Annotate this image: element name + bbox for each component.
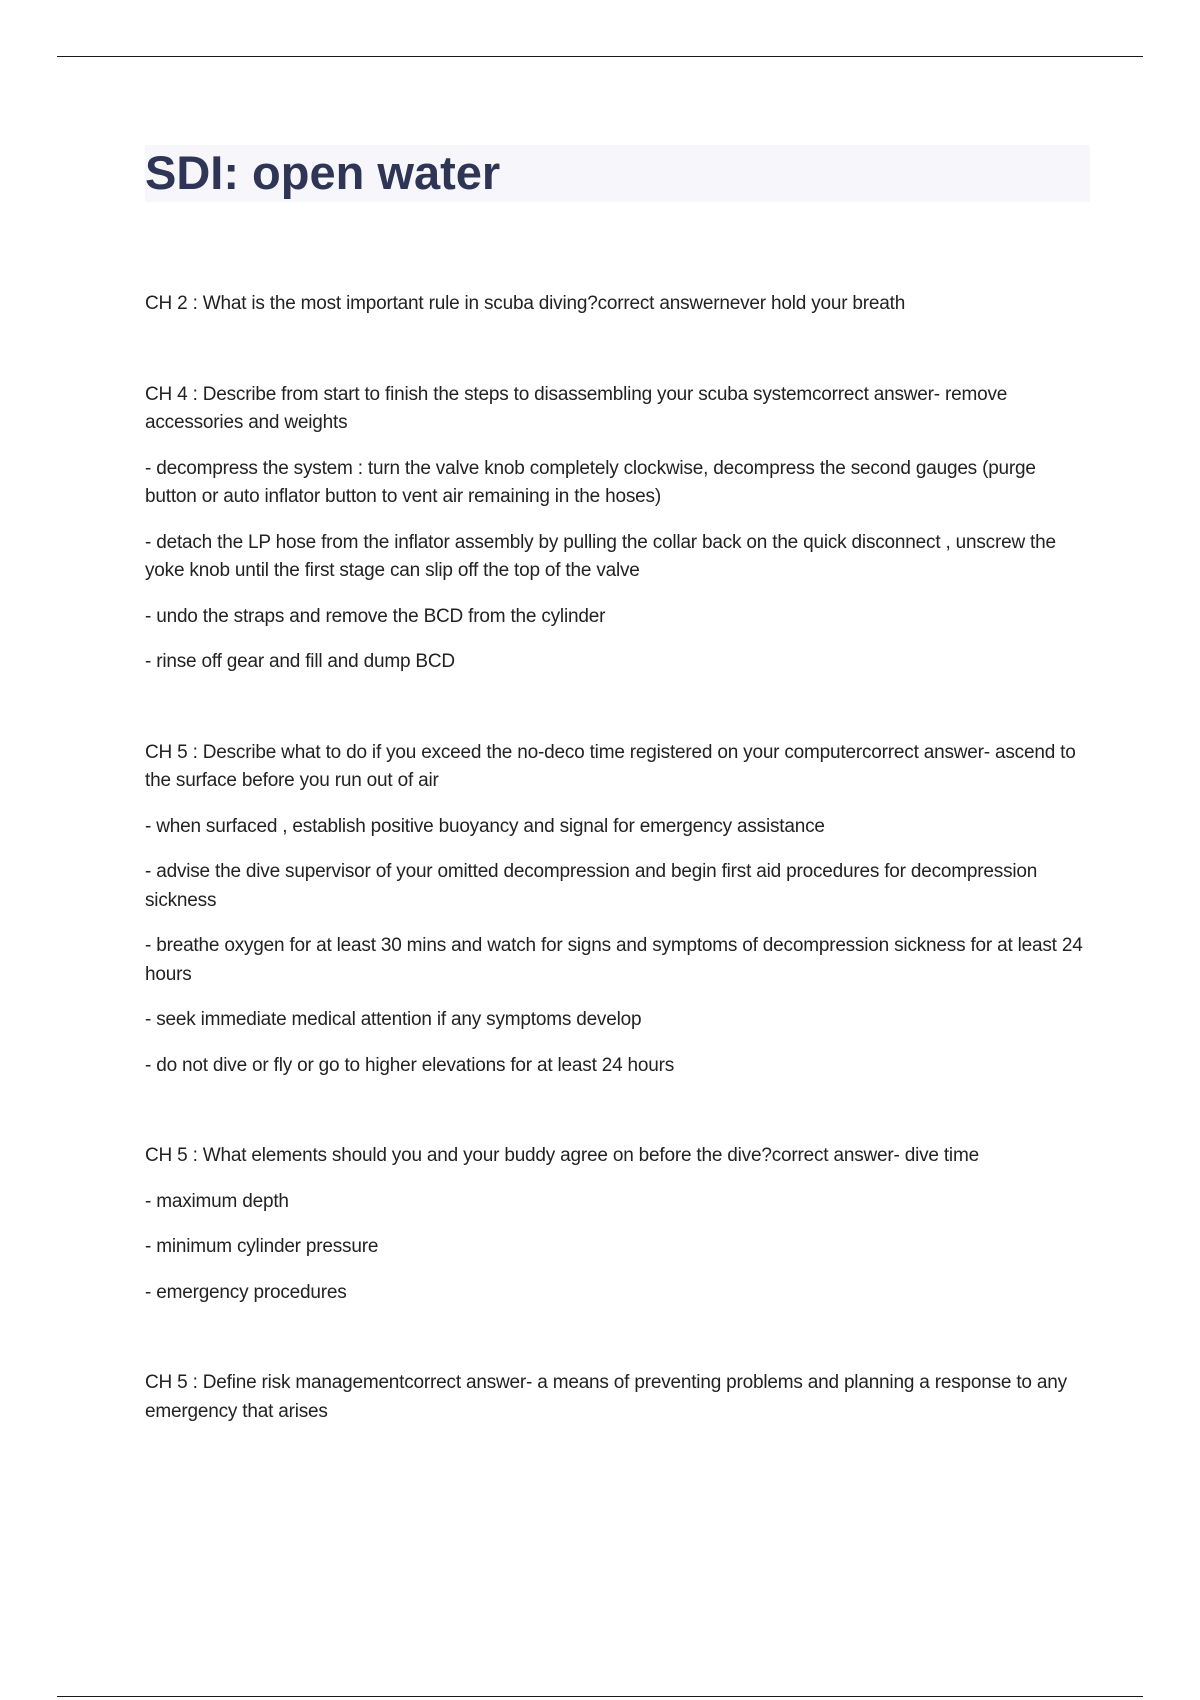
answer-step: - emergency procedures	[145, 1281, 347, 1303]
footer-rule	[57, 1696, 1143, 1697]
document-title: SDI: open water	[145, 146, 501, 199]
answer-step: - minimum cylinder pressure	[145, 1236, 379, 1257]
answer-step: - breathe oxygen for at least 30 mins and watch for signs and symptoms of decompression sickness for at least 24 hours	[145, 935, 1083, 985]
qa-section-ch4-disassembly	[145, 381, 1090, 677]
answer-step: - advise the dive supervisor of your omitted decompression and begin first aid procedures for decompression sickness	[145, 861, 1038, 911]
answer-step: - maximum depth	[145, 1190, 289, 1212]
question-text: CH 2 : What is the most important rule in scuba diving?correct answernever hold your breath	[145, 293, 906, 314]
answer-step: - rinse off gear and fill and dump BCD	[145, 651, 455, 672]
qa-section-ch5-risk	[145, 1369, 1090, 1426]
answer-step: - decompress the system : turn the valve knob completely clockwise, decompress the second gauges (purge button or auto inflator button to vent air remaining in the hoses)	[145, 457, 1036, 507]
question-text: CH 5 : Define risk managementcorrect answer- a means of preventing problems and planning a response to any emergency that arises	[145, 1372, 1067, 1422]
answer-step: - when surfaced , establish positive buoyancy and signal for emergency assistance	[145, 815, 825, 837]
answer-step: - detach the LP hose from the inflator assembly by pulling the collar back on the quick disconnect , unscrew the yoke knob until the first stage can slip off the top of the valve	[145, 531, 1056, 581]
header-rule	[57, 56, 1143, 57]
question-text: CH 4 : Describe from start to finish the steps to disassembling your scuba systemcorrect answer- remove accessories and weights	[145, 383, 1008, 433]
answer-step: - seek immediate medical attention if any symptoms develop	[145, 1009, 642, 1030]
qa-section-ch5-no-deco	[145, 739, 1090, 1081]
answer-step: - undo the straps and remove the BCD from the cylinder	[145, 605, 606, 627]
question-text: CH 5 : What elements should you and your buddy agree on before the dive?correct answer- dive time	[145, 1145, 979, 1166]
document-body	[145, 290, 1090, 1488]
question-text: CH 5 : Describe what to do if you exceed the no-deco time registered on your computercorrect answer- ascend to the surface before you run out of air	[145, 741, 1076, 791]
answer-step: - do not dive or fly or go to higher elevations for at least 24 hours	[145, 1054, 675, 1076]
qa-section-ch5-buddy	[145, 1142, 1090, 1307]
qa-section-ch2-rule	[145, 290, 1090, 319]
